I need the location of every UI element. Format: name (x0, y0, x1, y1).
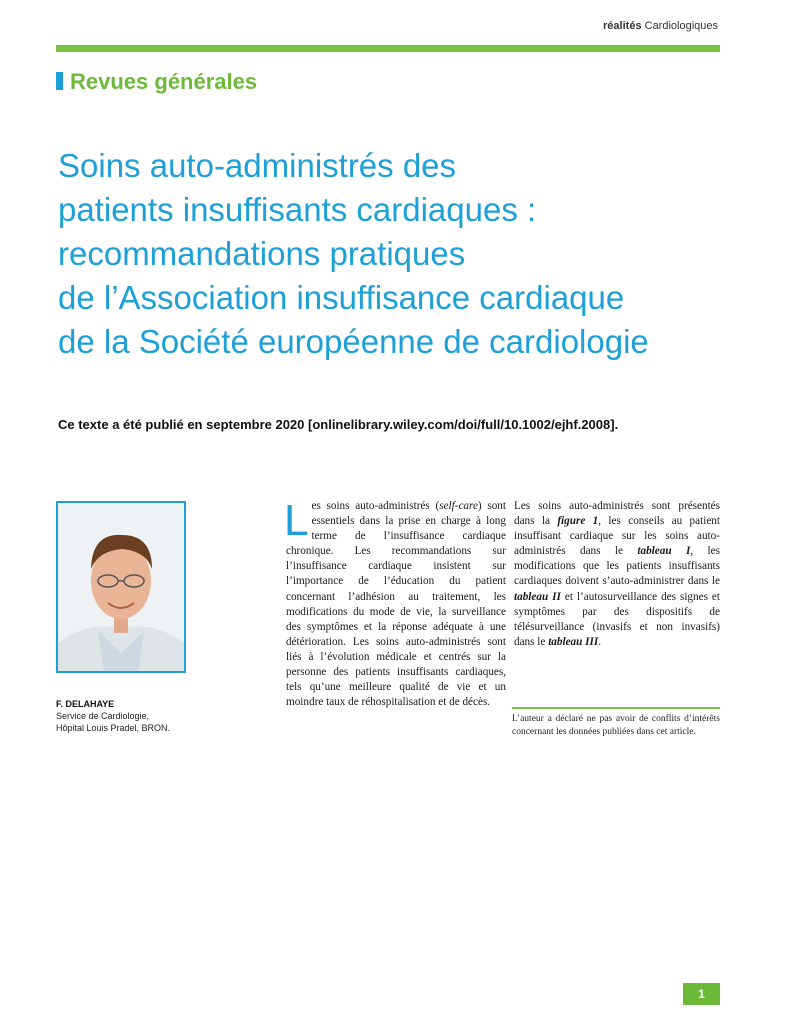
title-line: recommandations pratiques (58, 235, 466, 272)
text-run: Les soins auto-administrés sont présentés dans la (514, 500, 720, 528)
text-run-italic: self-care (439, 500, 478, 512)
body-column-1 (284, 496, 506, 710)
text-run: et l’autosurveillance des signes et symptômes par des dispositifs de télésurveillance (invasifs et non invasifs) dans le (514, 590, 720, 648)
article-title (58, 144, 748, 364)
table-reference: tableau II (514, 590, 561, 603)
body-paragraph (284, 496, 506, 710)
text-run: ) sont essentiels dans la prise en charge à long terme de l’insuffisance cardiaque chronique. Les recommandations sur l’insuffisance cardiaque insistent sur l’importance de l’éducation du patient concernant l’adhésion au traitement, les modifications du mode de vie, la surveillance des symptômes et la réponse adéquate à une détérioration. Les soins auto-administrés sont liés à l’évolution médicale et centrés sur la personne des patients insuffisants cardiaques, tels qu’une meilleure qualité de vie et un moindre taux de réhospitalisation et de décès. (286, 500, 506, 709)
author-name: F. DELAHAYE (56, 699, 115, 709)
author-portrait-illustration (58, 503, 184, 671)
disclosure-rule (512, 707, 720, 709)
table-reference: tableau I (637, 545, 691, 558)
text-run: . (598, 635, 602, 648)
table-reference: tableau III (548, 635, 599, 648)
drop-cap: L (284, 496, 309, 545)
title-line: Soins auto-administrés des (58, 147, 457, 184)
publication-note: Ce texte a été publié en septembre 2020 [onlinelibrary.wiley.com/doi/full/10.1002/ejhf.2008]. (58, 417, 619, 432)
page-number: 1 (683, 983, 720, 1005)
body-paragraph (514, 499, 720, 650)
journal-brand-bold: réalités (603, 20, 642, 32)
title-line: de la Société européenne de cardiologie (58, 323, 649, 360)
header-rule (56, 45, 720, 52)
title-line: patients insuffisants cardiaques : (58, 191, 537, 228)
body-column-2 (514, 499, 720, 650)
journal-brand-name: Cardiologiques (641, 20, 718, 32)
conflict-disclosure: L’auteur a déclaré ne pas avoir de conflits d’intérêts concernant les données publiées dans cet article. (512, 714, 720, 737)
author-photo (56, 501, 186, 673)
text-run: , les conseils au patient insuffisant cardiaque sur les soins auto-administrés dans le (514, 515, 720, 558)
figure-reference: figure 1 (557, 515, 599, 528)
title-line: de l’Association insuffisance cardiaque (58, 279, 625, 316)
section-label: Revues générales (70, 69, 258, 94)
affiliation-line: Hôpital Louis Pradel, BRON. (56, 723, 171, 733)
text-run: es soins auto-administrés ( (311, 500, 440, 512)
author-affiliation (56, 710, 236, 734)
journal-brand (603, 20, 718, 32)
affiliation-line: Service de Cardiologie, (56, 711, 150, 721)
section-marker (56, 72, 63, 90)
text-run: , les modifications que les patients insuffisants cardiaques doivent s’auto-administrer dans le (514, 545, 720, 588)
